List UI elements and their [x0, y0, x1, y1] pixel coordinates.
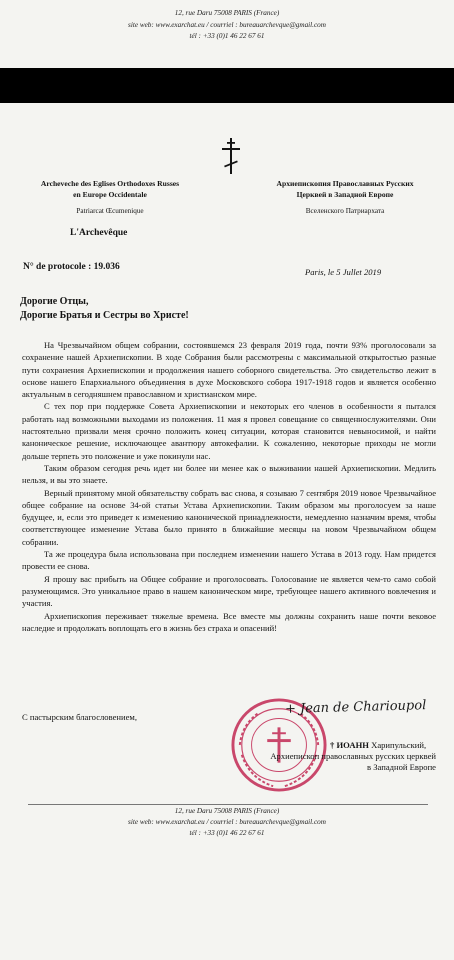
footer-phone: tél : +33 (0)1 46 22 67 61 [189, 829, 265, 837]
paragraph: Верный принятому мной обязательству собрать вас снова, я созываю 7 сентября 2019 новое Чрезвычайное общее собрание на основе 34-ой статьи Устава Архиепископии. Таким образом мы проголосуем за наше будущее, и, если это приведет к изменению канонической принадлежности, немедленно назначим время, чтобы соответствующее изменение Устава было принято в ближайшие месяцы на новом Чрезвычайном общем собрании. [22, 487, 436, 547]
paragraph: Таким образом сегодня речь идет ни более ни менее как о выживании нашей Архиепископии. Медлить нельзя, и вы это знаете. [22, 462, 436, 486]
footer-web: site web: www.exarchat.eu / courriel : bureauarchevque@gmail.com [128, 818, 326, 826]
footer-web: site web: www.exarchat.eu / courriel : bureauarchevque@gmail.com [128, 21, 326, 29]
salutation-line1: Дорогие Отцы, [20, 296, 89, 307]
orthodox-cross-icon [220, 138, 242, 174]
letterhead-ru-line1: Архиепископия Православных Русских [276, 179, 414, 188]
footer-address: 12, rue Daru 75008 PARIS (France) [174, 807, 280, 815]
letterhead-fr-title [0, 179, 220, 200]
paragraph: Я прошу вас прибыть на Общее собрание и проголосовать. Голосование не является чем-то само собой разумеющимся. Это уникальное право в нашем каноническом мире, требующее нашего активного вовлечения и участия. [22, 573, 436, 609]
paragraph: С тех пор при поддержке Совета Архиепископии и некоторых его членов в особенности я пытался работать над возможными выходами из положения. 11 мая я провел совещание со священнослужителями. Они настоятельно призвали меня срочно положить конец ситуации, которая становится невыносимой, и найти каноническое решение, исключающее авантюру автокефалии. К сожалению, некоторые приходы не могли дольше терпеть это положение и уже покинули нас. [22, 401, 436, 461]
signer-name [330, 740, 426, 751]
signer-title [244, 751, 454, 773]
paragraph: На Чрезвычайном общем собрании, состоявшемся 23 февраля 2019 года, почти 93% проголосовали за сохранение нашей Архиепископии. В ходе Собрания были рассмотрены с максимальной открытостью разные пути сохранения Архиепископии и продолжения нашего соборного свидетельства. Это свидетельство лежит в основе нашего Епархиального объединения в духе Московского собора 1917-1918 годов и является особенно актуальным в сегодняшнем православном и христианском мире. [22, 340, 436, 400]
handwritten-signature: + Jean de Charioupol [284, 698, 427, 717]
signer-title-line1: Архиепископ православных русских церквей [270, 751, 436, 761]
letterhead-ru-subtitle: Вселенского Патриархата [305, 207, 385, 215]
protocol-number: N° de protocole : 19.036 [23, 262, 120, 272]
footer-phone: tél : +33 (0)1 46 22 67 61 [189, 32, 265, 40]
signer-title-line2: в Западной Европе [367, 762, 436, 773]
letterhead-fr-line2: en Europe Occidentale [73, 189, 147, 199]
salutation-line2: Дорогие Братья и Сестры во Христе! [20, 310, 189, 321]
closing-line: С пастырским благословением, [22, 712, 138, 722]
letter-body [22, 339, 436, 634]
paragraph: Архиепископия переживает тяжелые времена. Все вместе мы должны сохранить наше почти вековое наследие и продолжать воплощать его в жизнь без страха и опасений! [22, 610, 436, 633]
letterhead-fr-line1: Archeveche des Eglises Orthodoxes Russes [40, 179, 180, 188]
letter-date: Paris, le 5 Jullet 2019 [305, 267, 382, 277]
footer-address: 12, rue Daru 75008 PARIS (France) [174, 9, 280, 17]
signer-name-rest: Харипульский, [368, 740, 427, 750]
signer-name-bold: † ИОАНН [330, 740, 369, 750]
letterhead-fr-subtitle: Patriarcat Œcumenique [76, 207, 144, 215]
footer-divider [28, 804, 428, 805]
letterhead-ru-title [240, 179, 450, 200]
office-title: L'Archevêque [70, 228, 128, 238]
paragraph: Та же процедура была использована при последнем изменении нашего Устава в 2013 году. Нам придется провести ее снова. [22, 549, 436, 572]
salutation [20, 295, 189, 323]
letterhead-ru-line2: Церквей в Западной Европе [296, 189, 394, 199]
previous-page-fragment [0, 0, 454, 68]
